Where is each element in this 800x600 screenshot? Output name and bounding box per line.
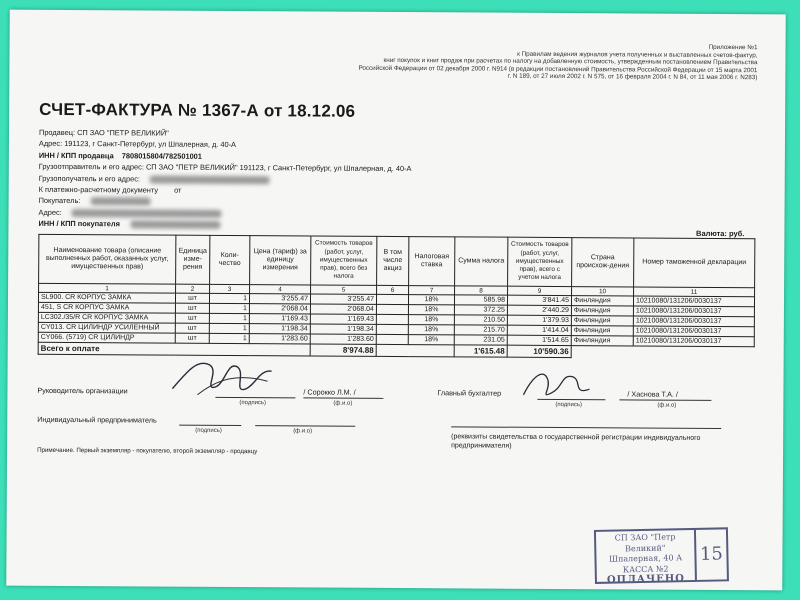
item-rate: 18% bbox=[408, 325, 454, 335]
item-price: 1'198.34 bbox=[249, 324, 310, 334]
item-cost: 1'283.60 bbox=[310, 334, 376, 344]
accountant-name: / Хаснова Т.А. / bbox=[627, 389, 678, 399]
invoice-fields bbox=[38, 127, 659, 233]
item-excise bbox=[376, 334, 408, 344]
column-number: 2 bbox=[176, 284, 210, 293]
head-name: / Сорокко Л.М. / bbox=[303, 387, 356, 397]
item-cost: 2'068.04 bbox=[310, 304, 376, 314]
item-country: Финляндия bbox=[571, 306, 633, 316]
total-tax: 1'615.48 bbox=[454, 345, 507, 357]
redacted-buyer-inn bbox=[130, 221, 220, 230]
item-declaration: 10210080/131206/0030137 bbox=[633, 296, 754, 307]
head-label: Руководитель организации bbox=[37, 385, 128, 396]
item-country: Финляндия bbox=[571, 326, 633, 336]
item-total: 2'440.29 bbox=[507, 305, 571, 315]
item-rate: 18% bbox=[408, 335, 454, 345]
item-excise bbox=[376, 294, 408, 304]
buyer-inn-field bbox=[38, 218, 658, 233]
entrepreneur-sign-caption: (подпись) bbox=[195, 427, 222, 434]
item-excise bbox=[376, 304, 408, 314]
item-excise bbox=[376, 314, 408, 324]
entrepreneur-name-caption: (ф.и.о) bbox=[293, 428, 313, 435]
item-cost: 3'255.47 bbox=[310, 294, 376, 304]
table-header-row bbox=[39, 234, 755, 287]
registration-caption: (реквизиты свидетельства о государственной регистрации индивидуального предпринимателя) bbox=[451, 433, 701, 450]
item-rate: 18% bbox=[408, 315, 454, 325]
item-unit: шт bbox=[175, 323, 209, 333]
stamp-line: КАССА №2 bbox=[622, 563, 669, 574]
accountant-sign-caption: (подпись) bbox=[555, 401, 583, 409]
item-total: 1'414.04 bbox=[507, 325, 571, 335]
seller-address-field: Адрес: 191123, г Санкт-Петербург, ул Шпалерная, д. 40-А bbox=[38, 139, 237, 150]
header-cell: Наименование товара (описание выполненных работ, оказанных услуг, имущественных прав) bbox=[39, 234, 176, 284]
buyer-inn-label: ИНН / КПП покупателя bbox=[38, 219, 120, 229]
appendix-line: книг покупок и книг продаж при расчетах по налогу на добавленную стоимость, утвержденным постановлением Правительства bbox=[383, 57, 758, 67]
item-name: SL900. CR КОРПУС ЗАМКА bbox=[38, 292, 175, 303]
total-cost: 8'974.88 bbox=[310, 344, 376, 356]
item-price: 2'068.04 bbox=[249, 304, 310, 314]
item-rate: 18% bbox=[408, 295, 454, 305]
item-country: Финляндия bbox=[571, 296, 633, 306]
item-country: Финляндия bbox=[571, 316, 633, 326]
stamp-paid: ОПЛАЧЕНО bbox=[606, 573, 686, 586]
column-number: 7 bbox=[409, 286, 455, 295]
item-tax: 372.25 bbox=[454, 305, 507, 315]
item-declaration: 10210080/131206/0030137 bbox=[633, 306, 754, 317]
item-unit: шт bbox=[175, 313, 209, 323]
entrepreneur-sign-line bbox=[179, 425, 241, 426]
item-tax: 585.98 bbox=[454, 295, 507, 305]
item-tax: 215.70 bbox=[454, 325, 507, 335]
item-excise bbox=[376, 324, 408, 334]
column-number: 10 bbox=[572, 287, 634, 296]
column-number: 1 bbox=[39, 283, 176, 293]
accountant-name-caption: (ф.и.о) bbox=[657, 402, 677, 409]
column-number: 11 bbox=[634, 287, 755, 297]
appendix-line: г. N 189, от 27 июля 2002 г. N 575, от 16 февраля 2004 г. N 84, от 11 мая 2006 г. N283) bbox=[507, 73, 758, 82]
appendix-line: Приложение №1 bbox=[708, 43, 758, 52]
seller-field: Продавец: СП ЗАО "ПЕТР ВЕЛИКИЙ" bbox=[38, 127, 169, 138]
header-cell: Стоимость товаров (работ, услуг, имущественных прав), всего с учетом налога bbox=[508, 237, 572, 286]
shipper-field: Грузоотправитель и его адрес: СП ЗАО "ПЕТР ВЕЛИКИЙ" 191123, г Санкт-Петербург, ул Шпалерная, д. 40-А bbox=[38, 162, 412, 174]
item-declaration: 10210080/131206/0030137 bbox=[633, 316, 754, 327]
header-cell: Налоговая ставка bbox=[409, 237, 455, 286]
total-sum: 10'590.36 bbox=[507, 345, 571, 357]
item-qty: 1 bbox=[209, 303, 249, 313]
header-cell: Сумма налога bbox=[455, 237, 508, 286]
item-declaration: 10210080/131206/0030137 bbox=[633, 326, 754, 337]
column-number: 4 bbox=[250, 285, 311, 294]
item-price: 1'169.43 bbox=[249, 314, 310, 324]
total-empty-right bbox=[571, 346, 754, 359]
redacted-consignee bbox=[150, 175, 270, 184]
currency-label: Валюта: руб. bbox=[696, 228, 745, 239]
item-name: CY013. CR ЦИЛИНДР УСИЛЕННЫЙ bbox=[38, 322, 175, 333]
head-signature-icon bbox=[167, 351, 277, 402]
header-cell: Коли-чество bbox=[210, 235, 250, 284]
header-cell: Страна происхож-дения bbox=[572, 238, 634, 287]
accountant-name-line bbox=[619, 399, 711, 401]
accountant-signature-icon bbox=[517, 365, 597, 405]
footnote: Примечание. Первый экземпляр - покупателю, второй экземпляр - продавцу bbox=[37, 446, 258, 456]
header-cell: Единица изме-рения bbox=[176, 235, 210, 284]
consignee-label: Грузополучатель и его адрес: bbox=[38, 173, 141, 184]
redacted-buyer bbox=[90, 198, 150, 206]
head-name-caption: (ф.и.о) bbox=[333, 400, 353, 407]
header-cell: В том числе акциз bbox=[377, 236, 409, 285]
column-number: 6 bbox=[377, 285, 409, 294]
header-cell: Номер таможенной декларации bbox=[634, 238, 755, 288]
item-unit: шт bbox=[175, 293, 209, 303]
entrepreneur-name-line bbox=[255, 425, 355, 427]
column-number: 3 bbox=[210, 284, 250, 293]
total-label: Всего к оплате bbox=[38, 342, 310, 356]
item-price: 3'255.47 bbox=[249, 294, 310, 304]
column-number: 8 bbox=[455, 286, 508, 295]
item-name: CY066. (5719) CR ЦИЛИНДР bbox=[38, 332, 175, 343]
item-price: 1'283.60 bbox=[249, 334, 310, 344]
invoice-title: СЧЕТ-ФАКТУРА № 1367-А от 18.12.06 bbox=[39, 99, 356, 121]
item-total: 3'841.45 bbox=[507, 295, 571, 305]
item-name: LC302./35/R CR КОРПУС ЗАМКА bbox=[38, 312, 175, 323]
item-tax: 231.05 bbox=[454, 335, 507, 345]
payment-doc-label: К платежно-расчетному документу bbox=[38, 184, 159, 195]
appendix-line: к Правилам ведения журналов учета полученных и выставленных счетов-фактур, bbox=[517, 50, 758, 59]
item-declaration: 10210080/131206/0030137 bbox=[633, 336, 754, 347]
buyer-address-label: Адрес: bbox=[38, 207, 62, 217]
stamp-body bbox=[596, 530, 697, 586]
seller-inn-value: 7808015804/782501001 bbox=[121, 151, 202, 161]
paid-stamp bbox=[594, 527, 729, 584]
item-name: 451, S CR КОРПУС ЗАМКА bbox=[38, 302, 175, 313]
invoice-table bbox=[38, 234, 756, 359]
item-cost: 1'169.43 bbox=[310, 314, 376, 324]
head-sign-caption: (подпись) bbox=[239, 400, 267, 407]
appendix-note bbox=[287, 41, 757, 82]
stamp-line: Шпалерная, 40 А bbox=[608, 553, 683, 564]
appendix-line: Российской Федерации от 02 декабря 2000 г. N914 (в редакции постановлений Правительства Российской Федерации от 15 марта 2001 bbox=[358, 64, 758, 74]
entrepreneur-label: Индивидуальный предприниматель bbox=[37, 414, 157, 425]
buyer-label: Покупатель: bbox=[38, 196, 81, 206]
item-tax: 210.50 bbox=[454, 315, 507, 325]
column-number: 9 bbox=[508, 286, 572, 295]
accountant-label: Главный бухгалтер bbox=[437, 388, 502, 398]
seller-inn-label: ИНН / КПП продавца bbox=[38, 150, 114, 161]
header-cell: Стоимость товаров (работ, услуг, имущественных прав), всего без налога bbox=[311, 236, 377, 285]
item-total: 1'514.65 bbox=[507, 335, 571, 345]
item-total: 1'379.93 bbox=[507, 315, 571, 325]
payment-doc-ot: от bbox=[174, 185, 182, 195]
item-qty: 1 bbox=[209, 313, 249, 323]
item-cost: 1'198.34 bbox=[310, 324, 376, 334]
item-qty: 1 bbox=[209, 323, 249, 333]
stamp-number: 15 bbox=[699, 543, 724, 565]
item-unit: шт bbox=[175, 333, 209, 343]
item-unit: шт bbox=[175, 303, 209, 313]
redacted-buyer-address bbox=[72, 209, 222, 218]
item-qty: 1 bbox=[209, 293, 249, 303]
item-qty: 1 bbox=[209, 333, 249, 343]
head-name-line bbox=[303, 397, 383, 398]
item-rate: 18% bbox=[408, 305, 454, 315]
stamp-line: СП ЗАО "Петр Великий" bbox=[614, 532, 676, 553]
column-number: 5 bbox=[311, 285, 377, 294]
total-empty bbox=[376, 344, 454, 356]
registration-line bbox=[451, 426, 721, 429]
header-cell: Цена (тариф) за единицу измерения bbox=[250, 236, 311, 285]
invoice-document bbox=[6, 10, 786, 591]
item-country: Финляндия bbox=[571, 336, 633, 346]
